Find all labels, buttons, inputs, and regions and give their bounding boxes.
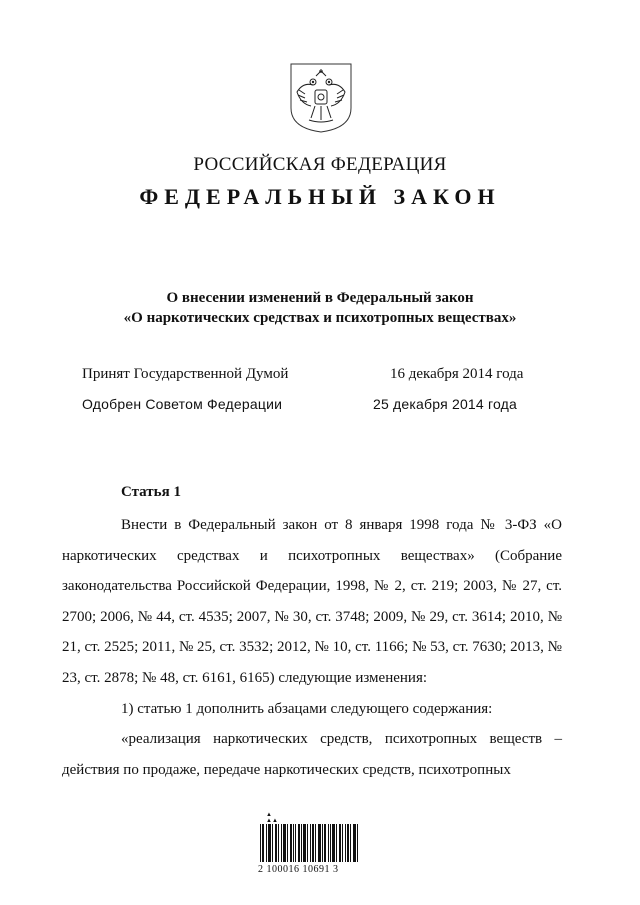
council-approval-date: 25 декабря 2014 года xyxy=(373,396,518,412)
article-paragraph-1: Внести в Федеральный закон от 8 января 1998 года № 3-ФЗ «О наркотических средствах и психотропных веществах» (Собрание законодательства Российской Федерации, 1998, № 2, ст. 219; 2003, № 27, ст. 2700; 2006, № 44, ст. 4535; 2007, № 30, ст. 3748; 2009, № 29, ст. 3614; 2010, № 21, ст. 2525; 2011, № 25, ст. 3532; 2012, № 10, ст. 1166; № 53, ст. 7630; 2013, № 23, ст. 2878; № 48, ст. 6161, 6165) следующие изменения: xyxy=(62,517,562,686)
article-body xyxy=(62,510,562,785)
law-title xyxy=(0,288,640,328)
document-barcode xyxy=(258,812,368,882)
article-paragraph-3: «реализация наркотических средств, психотропных веществ – действия по продаже, передаче наркотических средств, психотропных xyxy=(62,731,562,778)
law-title-line-2: «О наркотических средствах и психотропных веществах» xyxy=(123,310,517,326)
barcode-logo: ▲ ▲▲ xyxy=(266,812,278,824)
article-paragraph-2: 1) статью 1 дополнить абзацами следующего содержания: xyxy=(121,700,493,717)
country-heading: РОССИЙСКАЯ ФЕДЕРАЦИЯ xyxy=(193,154,447,175)
coat-of-arms-emblem xyxy=(289,62,353,134)
article-heading: Статья 1 xyxy=(121,484,181,500)
law-title-line-1: О внесении изменений в Федеральный закон xyxy=(166,290,474,306)
barcode-number: 2 100016 10691 3 xyxy=(258,864,339,875)
law-type-heading: ФЕДЕРАЛЬНЫЙ ЗАКОН xyxy=(139,184,501,209)
council-approval-label: Одобрен Советом Федерации xyxy=(82,396,283,412)
duma-adoption-date: 16 декабря 2014 года xyxy=(390,366,524,382)
duma-adoption-label: Принят Государственной Думой xyxy=(82,366,289,382)
barcode-bars xyxy=(260,824,360,862)
